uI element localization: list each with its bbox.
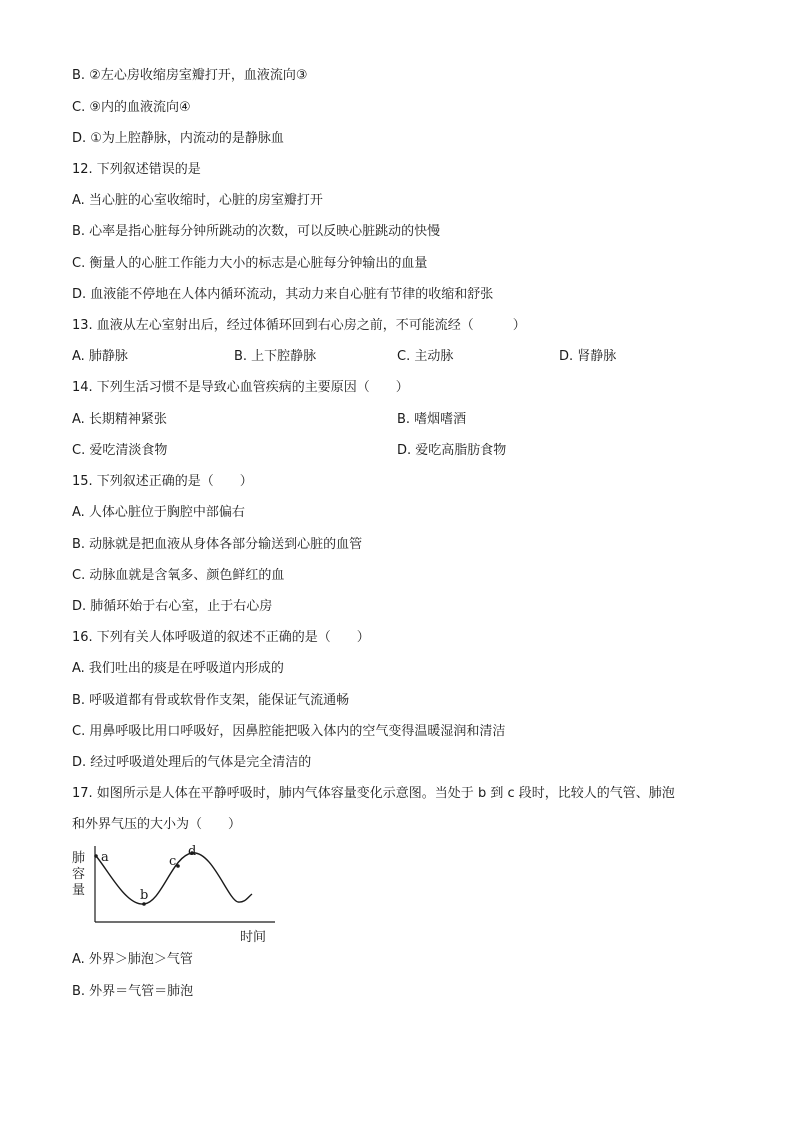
point-a-label: a <box>101 850 109 865</box>
q15-stem: 15. 下列叙述正确的是（ ） <box>72 474 253 489</box>
q16-option-a: A. 我们吐出的痰是在呼吸道内形成的 <box>72 661 284 676</box>
q14-option-a: A. 长期精神紧张 <box>72 412 167 427</box>
q15-option-b: B. 动脉就是把血液从身体各部分输送到心脏的血管 <box>72 537 363 552</box>
q11-option-d: D. ①为上腔静脉，内流动的是静脉血 <box>72 131 284 146</box>
y-axis-label-char: 容 <box>72 867 86 882</box>
lung-volume-figure <box>70 842 280 947</box>
q17-stem-line1: 17. 如图所示是人体在平静呼吸时，肺内气体容量变化示意图。当处于 b 到 c 段时，比较人的气管、肺泡 <box>72 786 675 801</box>
q14-stem: 14. 下列生活习惯不是导致心血管疾病的主要原因（ ） <box>72 380 409 395</box>
q12-option-d: D. 血液能不停地在人体内循环流动，其动力来自心脏有节律的收缩和舒张 <box>72 287 494 302</box>
q12-option-b: B. 心率是指心脏每分钟所跳动的次数，可以反映心脏跳动的快慢 <box>72 224 441 239</box>
point-c-dot <box>176 864 180 868</box>
point-d-label: d <box>188 844 197 859</box>
q17-option-a: A. 外界＞肺泡＞气管 <box>72 952 193 967</box>
q17-option-b: B. 外界＝气管＝肺泡 <box>72 984 194 999</box>
q14-option-d: D. 爱吃高脂肪食物 <box>397 443 507 458</box>
y-axis-label-char: 肺 <box>72 851 86 866</box>
q15-option-d: D. 肺循环始于右心室，止于右心房 <box>72 599 273 614</box>
q14-option-b: B. 嗜烟嗜酒 <box>397 412 467 427</box>
q12-stem: 12. 下列叙述错误的是 <box>72 162 201 177</box>
q15-option-c: C. 动脉血就是含氧多、颜色鲜红的血 <box>72 568 285 583</box>
y-axis-label-char: 量 <box>72 883 86 898</box>
q16-option-b: B. 呼吸道都有骨或软骨作支架，能保证气流通畅 <box>72 693 350 708</box>
q11-option-b: B. ②左心房收缩房室瓣打开，血液流向③ <box>72 68 308 83</box>
q16-option-d: D. 经过呼吸道处理后的气体是完全清洁的 <box>72 755 312 770</box>
point-b-label: b <box>140 888 149 903</box>
q15-option-a: A. 人体心脏位于胸腔中部偏右 <box>72 505 245 520</box>
q12-option-a: A. 当心脏的心室收缩时，心脏的房室瓣打开 <box>72 193 323 208</box>
q12-option-c: C. 衡量人的心脏工作能力大小的标志是心脏每分钟输出的血量 <box>72 256 428 271</box>
q13-option-c: C. 主动脉 <box>397 349 454 364</box>
x-axis-label: 时间 <box>240 930 267 945</box>
q16-stem: 16. 下列有关人体呼吸道的叙述不正确的是（ ） <box>72 630 370 645</box>
q16-option-c: C. 用鼻呼吸比用口呼吸好，因鼻腔能把吸入体内的空气变得温暖湿润和清洁 <box>72 724 506 739</box>
q14-option-c: C. 爱吃清淡食物 <box>72 443 168 458</box>
q13-option-b: B. 上下腔静脉 <box>234 349 317 364</box>
q13-option-a: A. 肺静脉 <box>72 349 128 364</box>
point-a-dot <box>94 854 98 858</box>
q11-option-c: C. ⑨内的血液流向④ <box>72 100 191 115</box>
q13-option-d: D. 肾静脉 <box>559 349 617 364</box>
point-c-label: c <box>169 854 177 869</box>
q13-stem: 13. 血液从左心室射出后，经过体循环回到右心房之前，不可能流经（ ） <box>72 318 526 333</box>
q17-stem-line2: 和外界气压的大小为（ ） <box>72 817 242 832</box>
